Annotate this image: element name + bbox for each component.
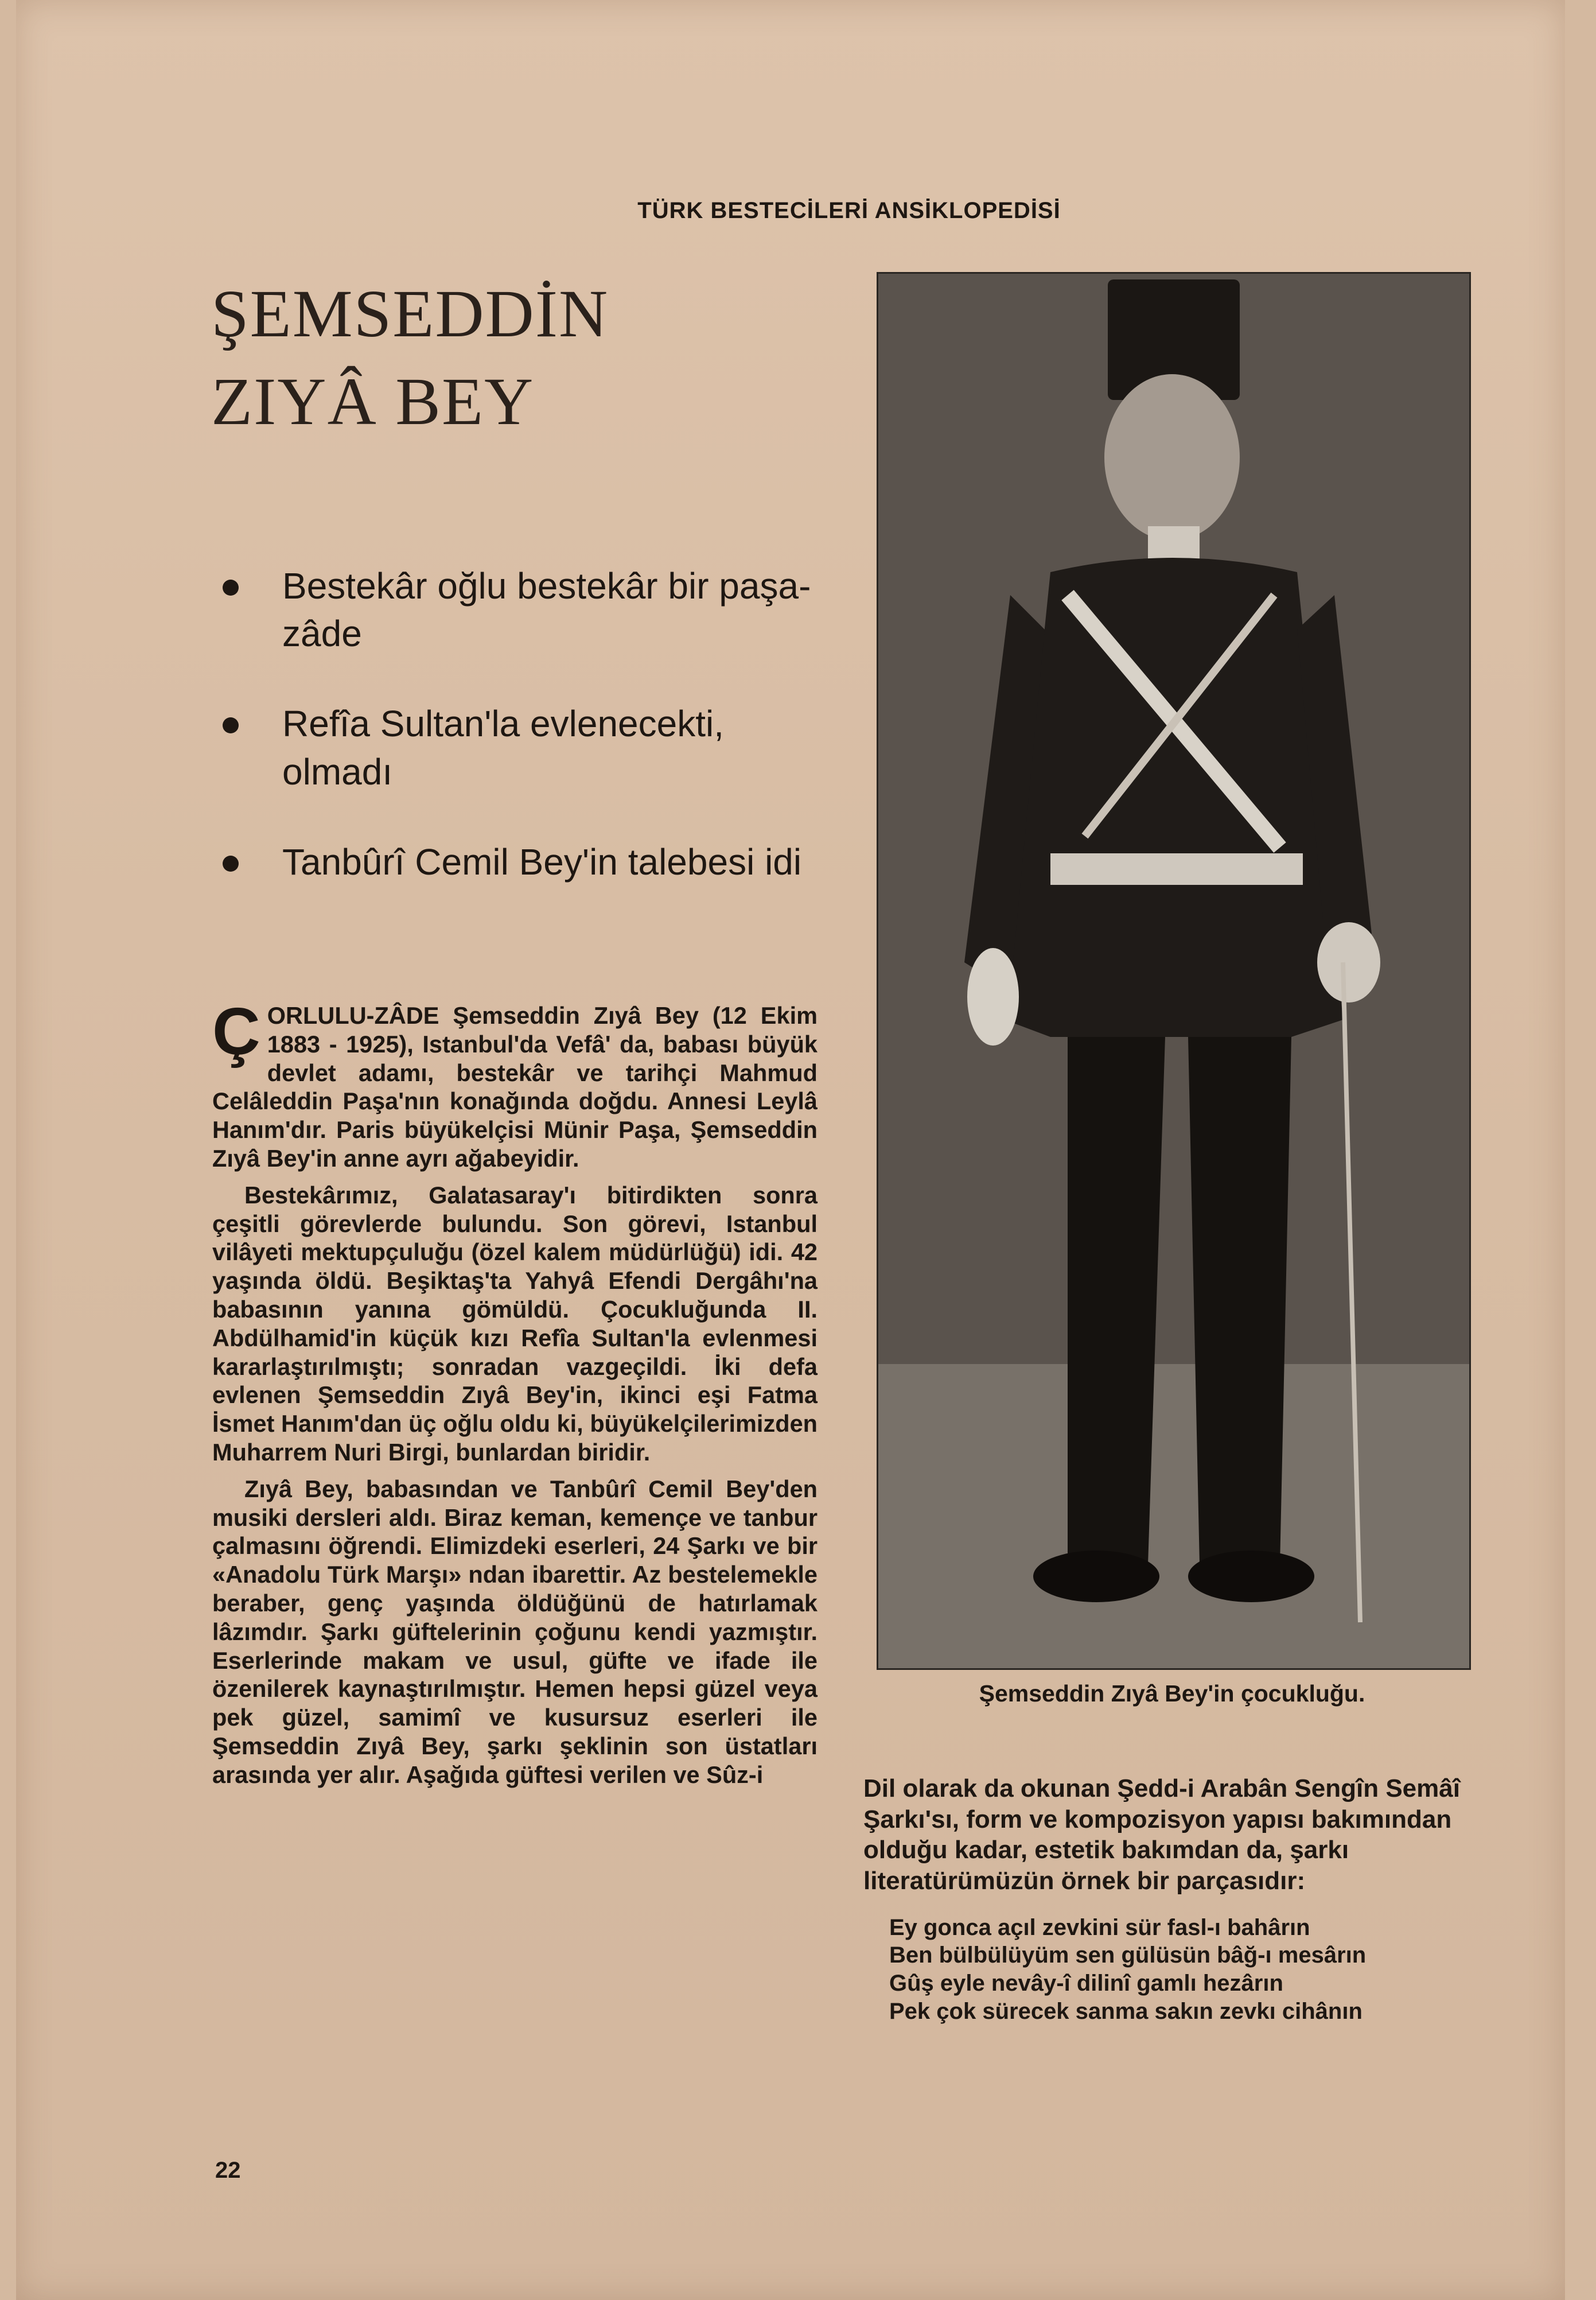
verse-line: Gûş eyle nevây-î dilinî gamlı hezârın <box>889 1971 1283 1996</box>
article-title <box>211 270 609 446</box>
bullet-dot-icon <box>223 856 239 872</box>
article-body <box>212 994 818 1797</box>
continuation-paragraph: Dil olarak da okunan Şedd-i Arabân Sengîn Semâî Şarkı'sı, form ve kompozisyon yapısı bakımından olduğu kadar, estetik bakımdan da, şarkı literatürümüzün örnek bir parçasıdır: <box>863 1774 1460 1895</box>
bullet-dot-icon <box>223 717 239 733</box>
body-paragraph: Zıyâ Bey, babasından ve Tanbûrî Cemil Bey'den musiki dersleri aldı. Biraz keman, kemençe ve tanbur çalmasını öğrendi. Elimizdeki eserleri, 24 Şarkı ve bir «Anadolu Türk Marşı» ndan ibarettir. Az bestelemekle beraber, genç yaşında öldüğünü de hatırlamak lâzımdır. Şarkı güftelerinin çoğunu kendi yazmıştır. Eserlerinde makam ve usul, güfte ve ifade ile özenilerek kaynaştırılmıştır. Hemen hepsi güzel veya pek güzel, samimî ve kusursuz eserleri ile Şemseddin Zıyâ Bey, şarkı şeklinin son üstatları arasında yer alır. Aşağıda güftesi verilen ve Sûz-i <box>212 1475 818 1788</box>
verse-block <box>889 1914 1472 2026</box>
portrait-illustration <box>878 274 1469 1668</box>
bullet-text: Tanbûrî Cemil Bey'in talebesi idi <box>282 841 802 883</box>
verse-line: Ey gonca açıl zevkini sür fasl-ı bahârın <box>889 1914 1310 1940</box>
verse-line: Ben bülbülüyüm sen gülüsün bâğ-ı mesârın <box>889 1942 1367 1968</box>
body-paragraph: Bestekârımız, Galatasaray'ı bitirdikten sonra çeşitli görevlerde bulundu. Son görevi, Istanbul vilâyeti mektupçuluğu (özel kalem müdürlüğü) idi. 42 yaşında öldü. Beşiktaş'ta Yahyâ Efendi Dergâhı'na babasının yanına gömüldü. Çocukluğunda II. Abdülhamid'in küçük kızı Refîa Sultan'la evlenmesi kararlaştırılmıştı; sonradan vazgeçildi. İki defa evlenen Şemseddin Zıyâ Bey'in, ikinci eşi Fatma İsmet Hanım'dan üç oğlu oldu ki, büyükelçilerimizden Muharrem Nuri Birgi, bunlardan biridir. <box>212 1181 818 1466</box>
verse-line: Pek çok sürecek sanma sakın zevkı cihânın <box>889 1999 1363 2025</box>
photo-caption: Şemseddin Zıyâ Bey'in çocukluğu. <box>979 1680 1365 1707</box>
bullet-item <box>218 562 826 658</box>
drop-cap: Ç <box>212 994 260 1069</box>
running-header: TÜRK BESTECİLERİ ANSİKLOPEDİSİ <box>637 198 1061 223</box>
bullet-item <box>218 700 826 795</box>
portrait-photo <box>877 272 1471 1670</box>
body-paragraph <box>212 994 818 1173</box>
right-column-text <box>863 1773 1472 2026</box>
bullet-item <box>218 838 826 886</box>
paragraph-text: ORLULU-ZÂDE Şemseddin Zıyâ Bey (12 Ekim 1883 - 1925), Istanbul'da Vefâ' da, babası büyük devlet adamı, bestekâr ve tarihçi Mahmud Celâleddin Paşa'nın konağında doğdu. Annesi Leylâ Hanım'dır. Paris büyükelçisi Münir Paşa, Şemseddin Zıyâ Bey'in anne ayrı ağabeyidir. <box>212 1002 818 1172</box>
bullet-dot-icon <box>223 580 239 596</box>
title-line-2: ZIYÂ BEY <box>211 364 535 440</box>
bullet-text: Bestekâr oğlu bestekâr bir paşa-zâde <box>282 565 811 655</box>
bullet-text: Refîa Sultan'la evlenecekti, olmadı <box>282 703 724 792</box>
title-line-1: ŞEMSEDDİN <box>211 276 609 351</box>
summary-bullets <box>218 562 826 928</box>
page-number: 22 <box>215 2158 241 2183</box>
